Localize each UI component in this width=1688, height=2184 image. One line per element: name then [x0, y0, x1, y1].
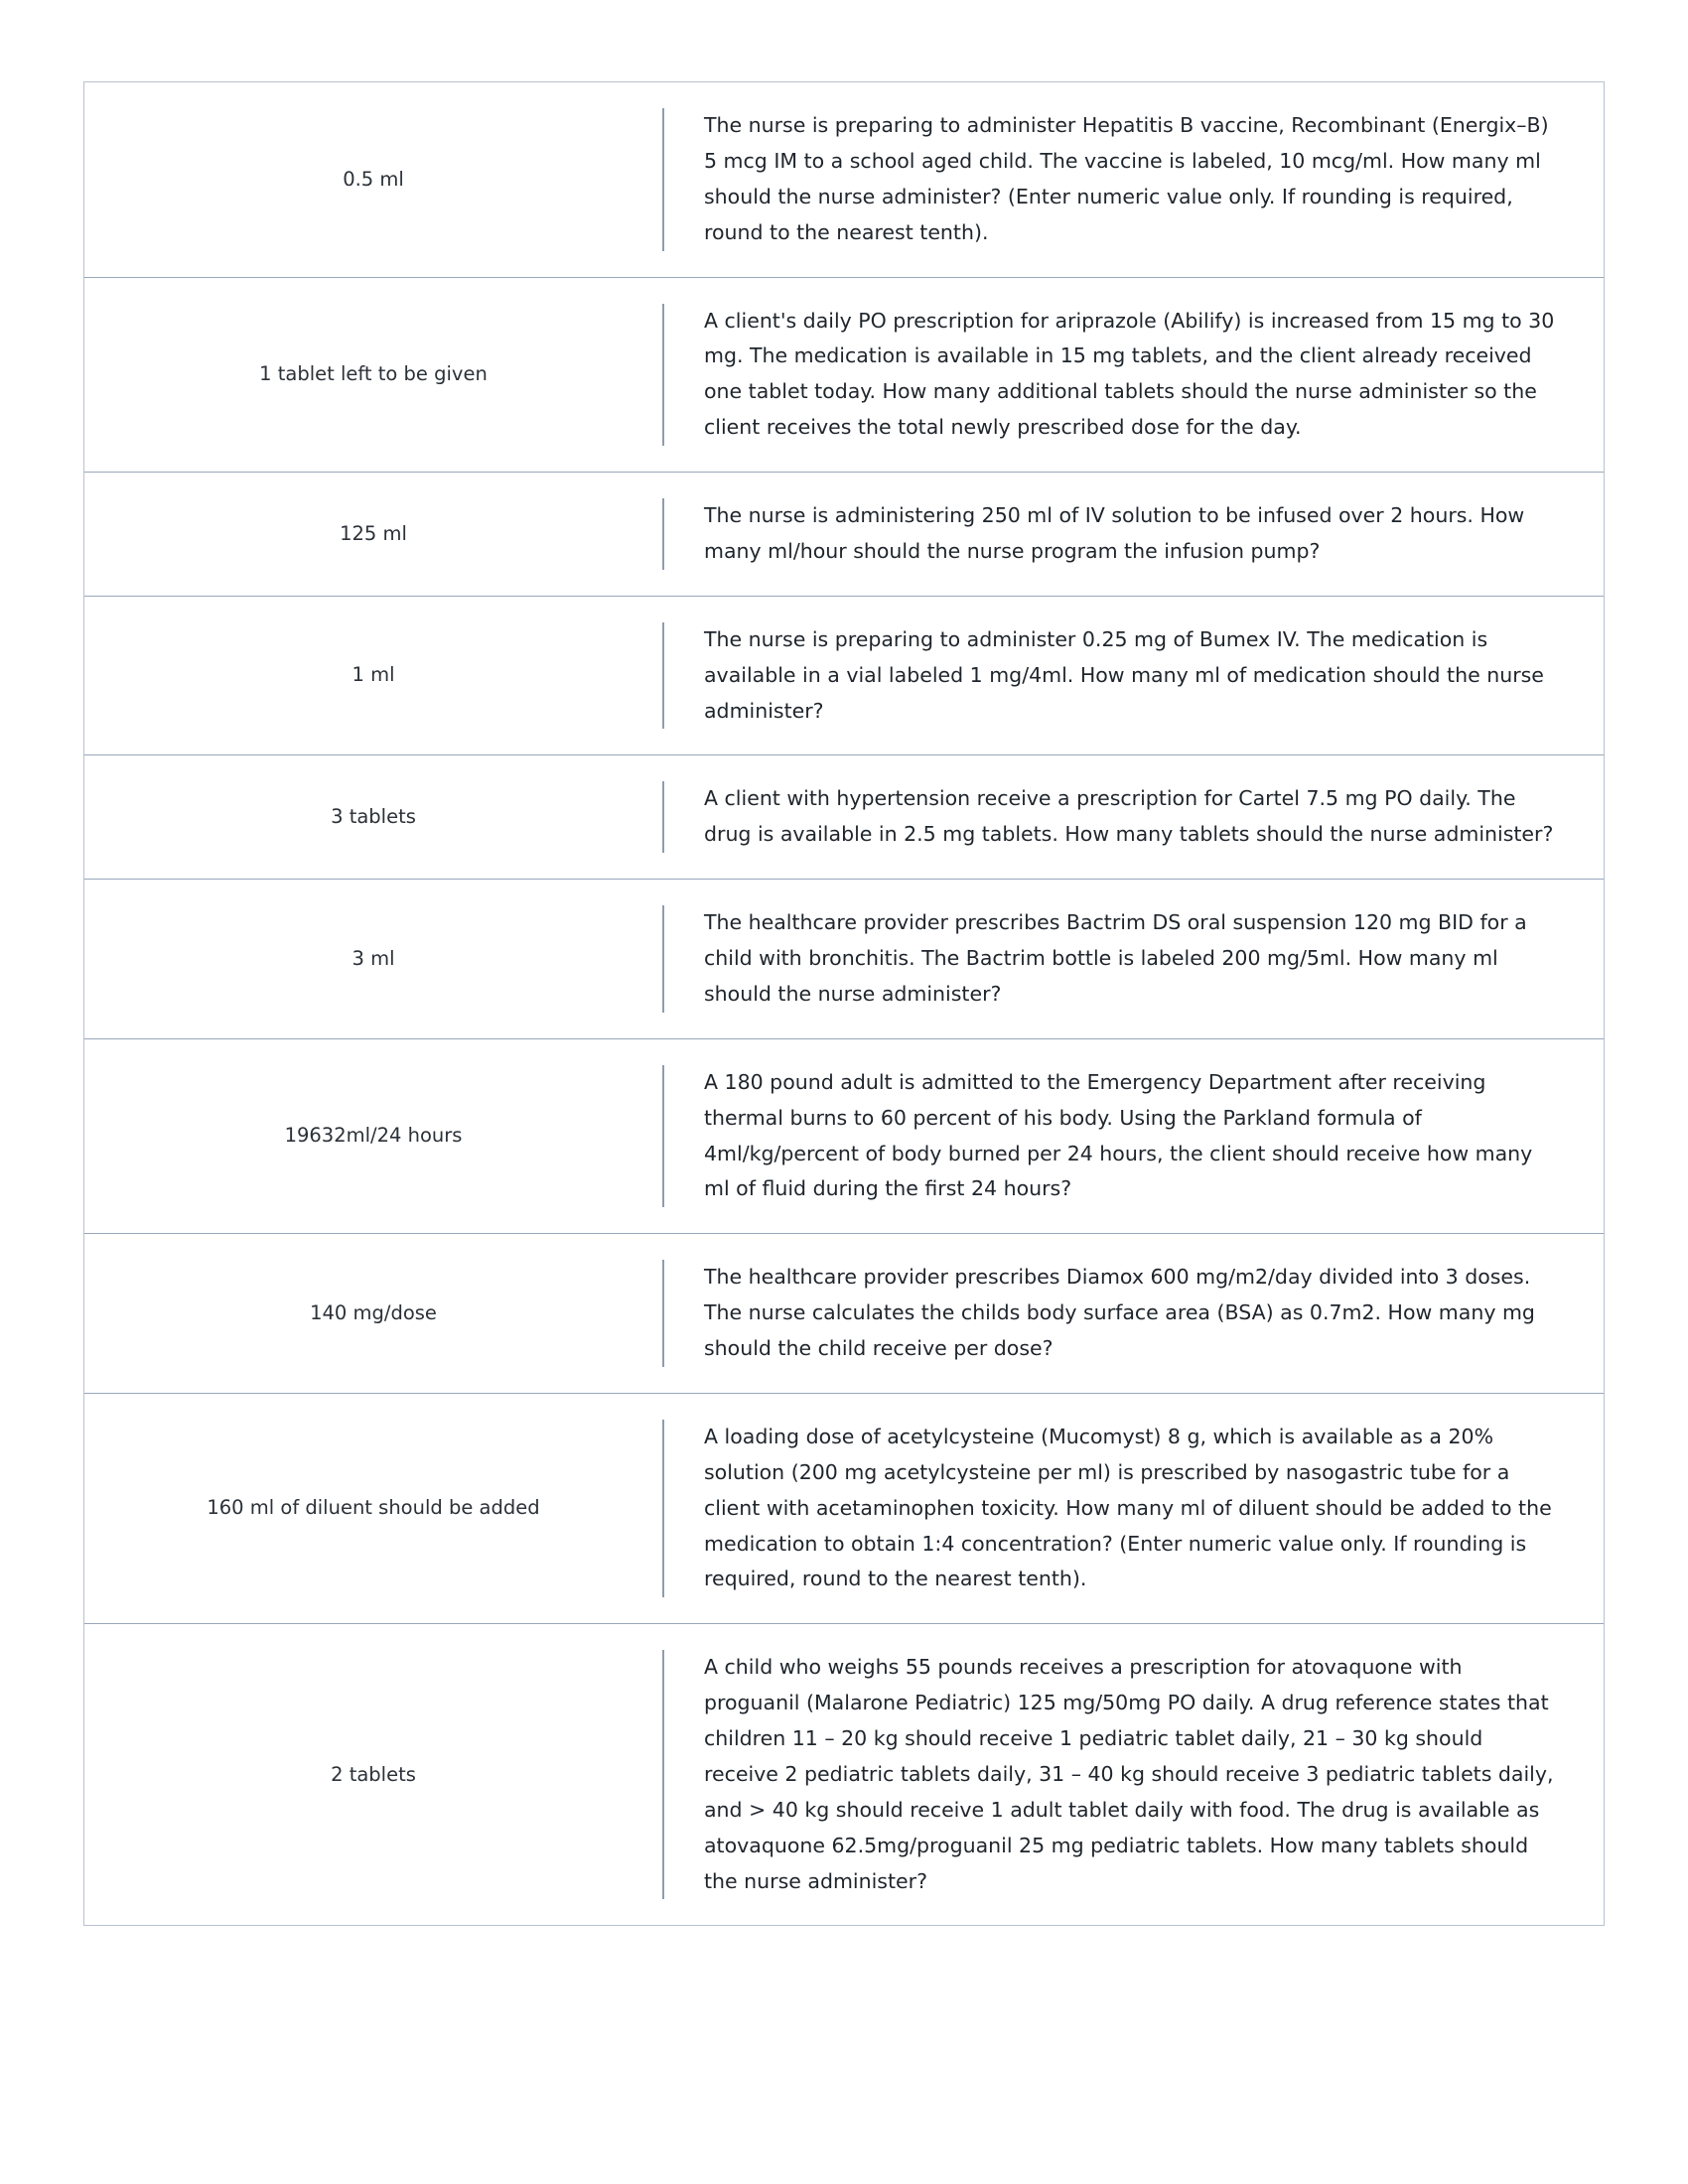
answer-cell: 1 ml — [352, 663, 395, 687]
question-cell — [664, 755, 1604, 879]
table-row — [84, 755, 1604, 880]
question-text: The nurse is preparing to administer 0.25 mg of Bumex IV. The medication is available in a vial labeled 1 mg/4ml. How many ml of medication should the nurse administer? — [704, 626, 1544, 723]
question-cell — [664, 1039, 1604, 1234]
table-row — [84, 82, 1604, 278]
question-cell — [664, 278, 1604, 473]
question-cell — [664, 1624, 1604, 1925]
table-row — [84, 1234, 1604, 1394]
answer-cell: 140 mg/dose — [310, 1300, 437, 1324]
table-row — [84, 473, 1604, 597]
question-text: A 180 pound adult is admitted to the Emergency Department after receiving thermal burns to 60 percent of his body. Using the Parkland formula of 4ml/kg/percent of body burned per 24 hours, the client should receive how many ml of fluid during the first 24 hours? — [704, 1069, 1533, 1201]
answer-cell: 1 tablet left to be given — [259, 362, 488, 386]
question-text: The healthcare provider prescribes Bactrim DS oral suspension 120 mg BID for a child with bronchitis. The Bactrim bottle is labeled 200 mg/5ml. How many ml should the nurse administer? — [704, 910, 1527, 1006]
table-row — [84, 1394, 1604, 1624]
answer-cell: 3 tablets — [331, 805, 416, 829]
qa-table — [83, 81, 1605, 1926]
question-cell — [664, 82, 1604, 277]
question-cell — [664, 880, 1604, 1038]
table-row — [84, 880, 1604, 1039]
question-text: A client with hypertension receive a prescription for Cartel 7.5 mg PO daily. The drug is available in 2.5 mg tablets. How many tablets should the nurse administer? — [704, 786, 1554, 847]
table-row — [84, 278, 1604, 474]
question-cell — [664, 1394, 1604, 1623]
question-text: A child who weighs 55 pounds receives a prescription for atovaquone with proguanil (Malarone Pediatric) 125 mg/50mg PO daily. A drug reference states that children 11 – 20 kg should receive 1 pediatric tablet daily, 21 – 30 kg should receive 2 pediatric tablets daily, 31 – 40 kg should receive 3 pediatric tablets daily, and > 40 kg should receive 1 adult tablet daily with food. The drug is available as atovaquone 62.5mg/proguanil 25 mg pediatric tablets. How many tablets should the nurse administer? — [704, 1655, 1554, 1893]
question-text: The nurse is preparing to administer Hepatitis B vaccine, Recombinant (Energix–B) 5 mcg IM to a school aged child. The vaccine is labeled, 10 mcg/ml. How many ml should the nurse administer? (Enter numeric value only. If rounding is required, round to the nearest tenth). — [704, 113, 1549, 244]
question-cell — [664, 473, 1604, 596]
table-row — [84, 1624, 1604, 1926]
answer-cell: 125 ml — [340, 521, 407, 545]
question-cell — [664, 1234, 1604, 1393]
question-text: The nurse is administering 250 ml of IV solution to be infused over 2 hours. How many ml/hour should the nurse program the infusion pump? — [704, 503, 1525, 563]
question-cell — [664, 597, 1604, 755]
question-text: A loading dose of acetylcysteine (Mucomyst) 8 g, which is available as a 20% solution (200 mg acetylcysteine per ml) is prescribed by nasogastric tube for a client with acetaminophen toxicity. How many ml of diluent should be added to the medication to obtain 1:4 concentration? (Enter numeric value only. If rounding is required, round to the nearest tenth). — [704, 1424, 1552, 1591]
question-text: A client's daily PO prescription for ariprazole (Abilify) is increased from 15 mg to 30 mg. The medication is available in 15 mg tablets, and the client already received one tablet today. How many additional tablets should the nurse administer so the client receives the total newly prescribed dose for the day. — [704, 308, 1555, 440]
answer-cell: 19632ml/24 hours — [284, 1124, 463, 1148]
table-row — [84, 1039, 1604, 1235]
answer-cell: 160 ml of diluent should be added — [207, 1496, 540, 1520]
table-row — [84, 597, 1604, 756]
answer-cell: 2 tablets — [331, 1762, 416, 1786]
question-text: The healthcare provider prescribes Diamox 600 mg/m2/day divided into 3 doses. The nurse calculates the childs body surface area (BSA) as 0.7m2. How many mg should the child receive per dose? — [704, 1265, 1535, 1360]
answer-cell: 3 ml — [352, 946, 395, 970]
answer-cell: 0.5 ml — [343, 167, 404, 191]
